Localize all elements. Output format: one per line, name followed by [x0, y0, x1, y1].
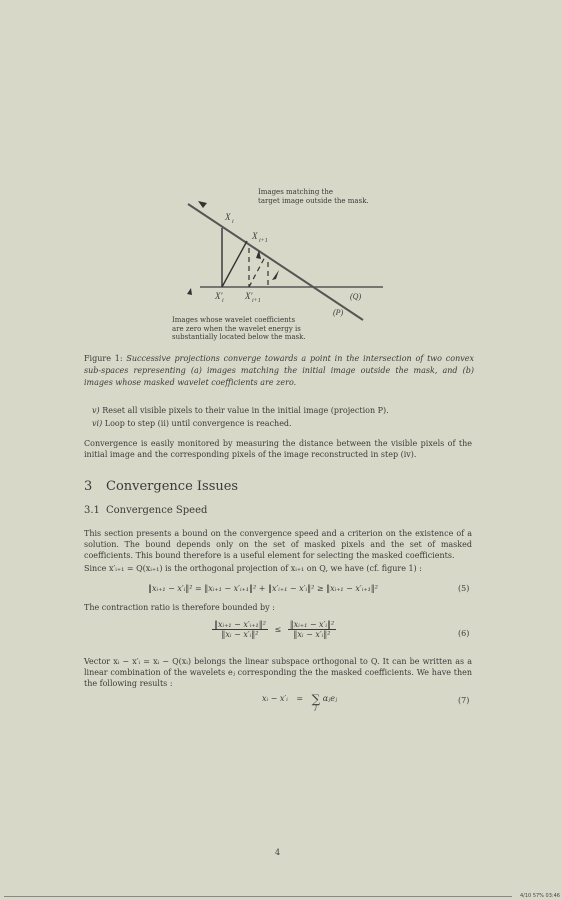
- figure-bottom-line-2: are zero when the wavelet energy is: [172, 324, 301, 333]
- label-xp-i1-sub: i+1: [252, 298, 261, 304]
- arrow-bottom-left: [187, 288, 192, 295]
- step-v: [92, 405, 472, 416]
- equation-7-equals: =: [296, 694, 304, 703]
- label-xp-i1: X': [245, 291, 253, 301]
- equation-6-rhs-denominator: ‖xᵢ − x′ᵢ‖²: [293, 630, 331, 639]
- figure-top-line-2: target image outside the mask.: [258, 196, 369, 205]
- label-xp-i: X': [215, 291, 223, 301]
- equation-7-number: (7): [458, 696, 470, 705]
- step-v-text: Reset all visible pixels to their value in the initial image (projection P).: [102, 406, 389, 415]
- figure-top-annotation: [258, 188, 369, 205]
- progress-line: [4, 896, 512, 897]
- arrow-head-2: [272, 270, 279, 280]
- equation-7-rhs: αⱼeⱼ: [322, 694, 338, 703]
- section-number: 3: [84, 479, 93, 494]
- status-bar: [0, 893, 562, 900]
- caption-prefix: Figure 1:: [84, 354, 123, 363]
- label-xp-i-sub: i: [222, 298, 224, 304]
- equation-7-sum: [312, 694, 321, 712]
- equation-6-lhs-denominator: ‖xᵢ − x′ᵢ‖²: [221, 630, 259, 639]
- step-vi-text: Loop to step (ii) until convergence is reached.: [104, 419, 292, 428]
- label-x-i: X: [225, 212, 231, 222]
- equation-6-lhs-numerator: ‖xᵢ₊₁ − x′ᵢ₊₁‖²: [214, 620, 266, 629]
- subsection-number: 3.1: [84, 505, 100, 516]
- caption-text: Successive projections converge towards a point in the intersection of two convex sub-spaces representing (a) images matching the initial image outside the mask, and (b) images whose masked wavelet coefficients are zero.: [84, 354, 474, 387]
- section-heading: [84, 479, 238, 494]
- equation-6-lhs: [212, 620, 268, 639]
- contraction-paragraph: The contraction ratio is therefore bounded by :: [84, 603, 275, 612]
- equation-6-rhs-numerator: ‖xᵢ₊₁ − x′ᵢ‖²: [289, 620, 335, 629]
- label-p: (P): [333, 308, 344, 317]
- projection-dashed-2: [249, 255, 266, 287]
- equation-7: [262, 694, 337, 712]
- equation-5-number: (5): [458, 584, 470, 593]
- convergence-paragraph: Convergence is easily monitored by measuring the distance between the visible pixels of the initial image and the corresponding pixels of the image reconstructed in step (iv).: [84, 439, 472, 459]
- subspace-p-line: [188, 204, 363, 320]
- equation-6-number: (6): [458, 629, 470, 638]
- equation-7-sum-index: j: [315, 704, 317, 711]
- projection-line-2: [222, 241, 247, 287]
- figure-bottom-line-3: substantially located below the mask.: [172, 333, 306, 341]
- step-vi-label: vi): [92, 419, 103, 428]
- section-intro-paragraph: This section presents a bound on the convergence speed and a criterion on the existence of a solution. The bound depends only on the set of masked pixels and the set of masked coefficients. This bound therefore is a useful element for selecting the masked coefficients.: [84, 529, 472, 560]
- figure-caption: [84, 353, 474, 389]
- equation-6-operator: ≤: [274, 624, 282, 634]
- subsection-heading: [84, 505, 207, 516]
- figure-bottom-line-1: Images whose wavelet coefficients: [172, 316, 296, 324]
- section-title: Convergence Issues: [106, 479, 239, 494]
- label-x-i1-sub: i+1: [259, 238, 268, 244]
- equation-6-rhs: [288, 620, 336, 639]
- equation-7-sum-sign: ∑: [311, 692, 321, 706]
- step-v-label: v): [92, 406, 100, 415]
- vector-paragraph: Vector xᵢ − x′ᵢ = xᵢ − Q(xᵢ) belongs the linear subspace orthogonal to Q. It can be written as a linear combination of the wavelets eⱼ corresponding the the masked coefficients. We have then the following results :: [84, 657, 472, 688]
- arrow-top-left: [198, 201, 207, 208]
- label-q: (Q): [350, 292, 362, 301]
- figure-top-line-1: Images matching the: [258, 188, 333, 196]
- figure-1-diagram: [0, 0, 562, 360]
- equation-7-lhs: xᵢ − x′ᵢ: [262, 694, 288, 703]
- subsection-title: Convergence Speed: [106, 505, 208, 516]
- since-paragraph: Since x′ᵢ₊₁ = Q(xᵢ₊₁) is the orthogonal projection of xᵢ₊₁ on Q, we have (cf. figure 1) :: [84, 564, 422, 573]
- figure-bottom-annotation: [172, 316, 306, 342]
- status-text: 4/10 57% 03:46: [520, 893, 560, 899]
- page-number: 4: [275, 848, 281, 857]
- label-x-i-sub: i: [232, 219, 234, 225]
- step-vi: [92, 418, 472, 429]
- label-x-i1: X: [252, 231, 258, 241]
- equation-6: [212, 620, 336, 639]
- equation-5: ‖xᵢ₊₁ − x′ᵢ‖² = ‖xᵢ₊₁ − x′ᵢ₊₁‖² + ‖x′ᵢ₊₁ − x′ᵢ‖² ≥ ‖xᵢ₊₁ − x′ᵢ₊₁‖²: [148, 584, 378, 593]
